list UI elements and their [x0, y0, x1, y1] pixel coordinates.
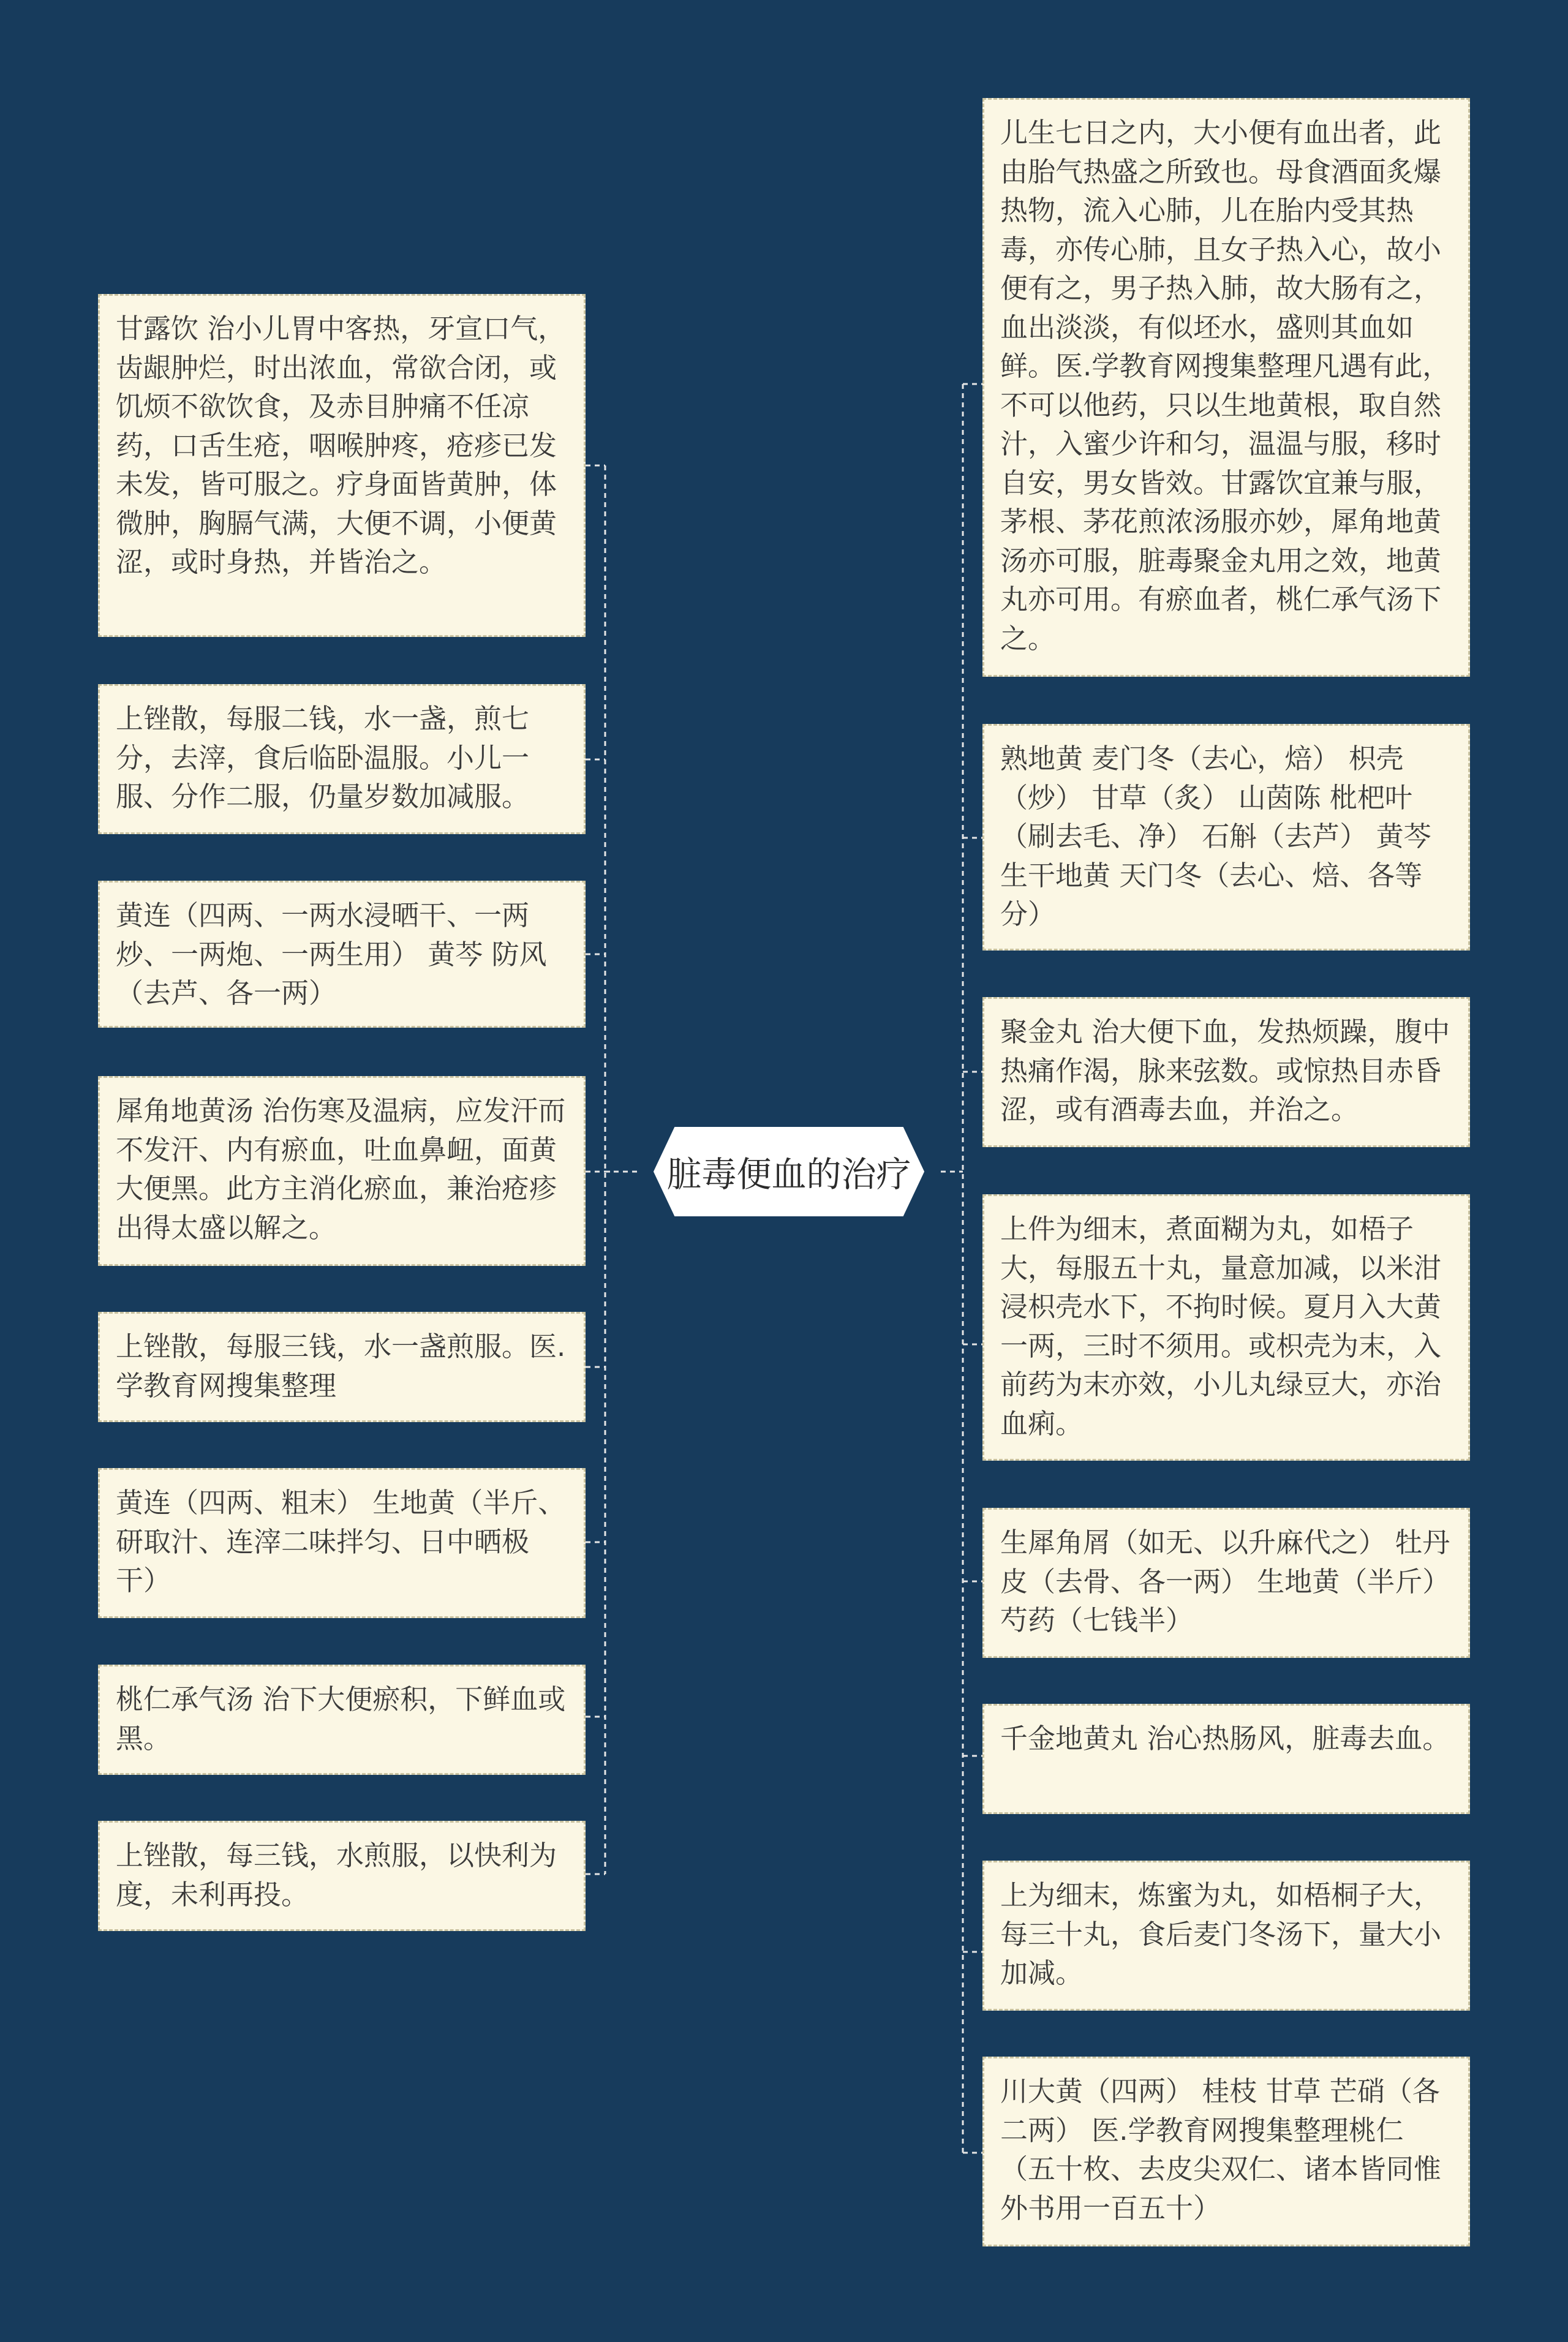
right-node-3-text: 聚金丸 治大便下血，发热烦躁，腹中热痛作渴，脉来弦数。或惊热目赤昏涩，或有酒毒去血，并治之。 [1000, 1015, 1450, 1126]
right-node-6-text: 千金地黄丸 治心热肠风，脏毒去血。 [1000, 1722, 1450, 1755]
left-node-3-text: 黄连（四两、一两水浸晒干、一两炒、一两炮、一两生用） 黄芩 防风（去芦、各一两） [116, 899, 547, 1009]
left-node-6[interactable] [98, 1468, 586, 1618]
left-node-4[interactable] [98, 1076, 586, 1266]
right-node-8[interactable] [982, 2057, 1470, 2246]
center-topic[interactable] [637, 1126, 941, 1218]
left-node-6-text: 黄连（四两、粗末） 生地黄（半斤、研取汁、连滓二味拌匀、日中晒极干） [116, 1486, 566, 1597]
right-node-4-text: 上件为细末，煮面糊为丸，如梧子大，每服五十丸，量意加减，以米泔浸枳壳水下，不拘时候。夏月入大黄一两，三时不须用。或枳壳为末，入前药为末亦效，小儿丸绿豆大，亦治血痢。 [1000, 1213, 1442, 1440]
left-node-4-text: 犀角地黄汤 治伤寒及温病，应发汗而不发汗、内有瘀血，吐血鼻衄，面黄大便黑。此方主消化瘀血，兼治疮疹出得太盛以解之。 [116, 1094, 566, 1244]
right-node-4[interactable] [982, 1194, 1470, 1461]
left-node-5-text: 上锉散，每服三钱，水一盏煎服。医.学教育网搜集整理 [116, 1330, 566, 1402]
right-node-1-text: 儿生七日之内，大小便有血出者，此由胎气热盛之所致也。母食酒面炙爆热物，流入心肺，儿在胎内受其热毒，亦传心肺，且女子热入心，故小便有之，男子热入肺，故大肠有之，血出淡淡，有似坯水，盛则其血如鲜。医.学教育网搜集整理凡遇有此，不可以他药，只以生地黄根，取自然汁，入蜜少许和匀，温温与服，移时自安，男女皆效。甘露饮宜兼与服，茅根、茅花煎浓汤服亦妙，犀角地黄汤亦可服，脏毒聚金丸用之效，地黄丸亦可用。有瘀血者，桃仁承气汤下之。 [1000, 116, 1450, 655]
right-node-3[interactable] [982, 997, 1470, 1147]
left-node-2[interactable] [98, 684, 586, 834]
right-node-5-text: 生犀角屑（如无、以升麻代之） 牡丹皮（去骨、各一两） 生地黄（半斤） 芍药（七钱半） [1000, 1526, 1450, 1636]
left-node-2-text: 上锉散，每服二钱，水一盏，煎七分，去滓，食后临卧温服。小儿一服、分作二服，仍量岁数加减服。 [116, 702, 530, 813]
right-node-5[interactable] [982, 1508, 1470, 1658]
right-node-8-text: 川大黄（四两） 桂枝 甘草 芒硝（各二两） 医.学教育网搜集整理桃仁（五十枚、去皮尖双仁、诸本皆同惟外书用一百五十） [1000, 2075, 1442, 2224]
right-node-7[interactable] [982, 1861, 1470, 2011]
left-node-7-text: 桃仁承气汤 治下大便瘀积，下鲜血或黑。 [116, 1683, 566, 1755]
center-topic-title: 脏毒便血的治疗 [666, 1154, 911, 1195]
right-node-1[interactable] [982, 98, 1470, 677]
left-node-8-text: 上锉散，每三钱，水煎服，以快利为度，未利再投。 [116, 1839, 557, 1911]
left-node-3[interactable] [98, 881, 586, 1028]
left-node-7[interactable] [98, 1665, 586, 1775]
right-node-2-text: 熟地黄 麦门冬（去心，焙） 枳壳（炒） 甘草（炙） 山茵陈 枇杷叶（刷去毛、净） 石斛（去芦） 黄芩 生干地黄 天门冬（去心、焙、各等分） [1000, 742, 1431, 930]
right-node-2[interactable] [982, 724, 1470, 951]
left-node-8[interactable] [98, 1821, 586, 1931]
left-node-1[interactable] [98, 294, 586, 637]
left-node-5[interactable] [98, 1312, 586, 1422]
right-node-6[interactable] [982, 1704, 1470, 1814]
left-node-1-text: 甘露饮 治小儿胃中客热，牙宣口气，齿龈肿烂，时出浓血，常欲合闭，或饥烦不欲饮食，及赤目肿痛不任凉药，口舌生疮，咽喉肿疼，疮疹已发未发，皆可服之。疗身面皆黄肿，体微肿，胸膈气满，大便不调，小便黄涩，或时身热，并皆治之。 [116, 312, 566, 578]
right-node-7-text: 上为细末，炼蜜为丸，如梧桐子大，每三十丸，食后麦门冬汤下，量大小加减。 [1000, 1879, 1442, 1989]
